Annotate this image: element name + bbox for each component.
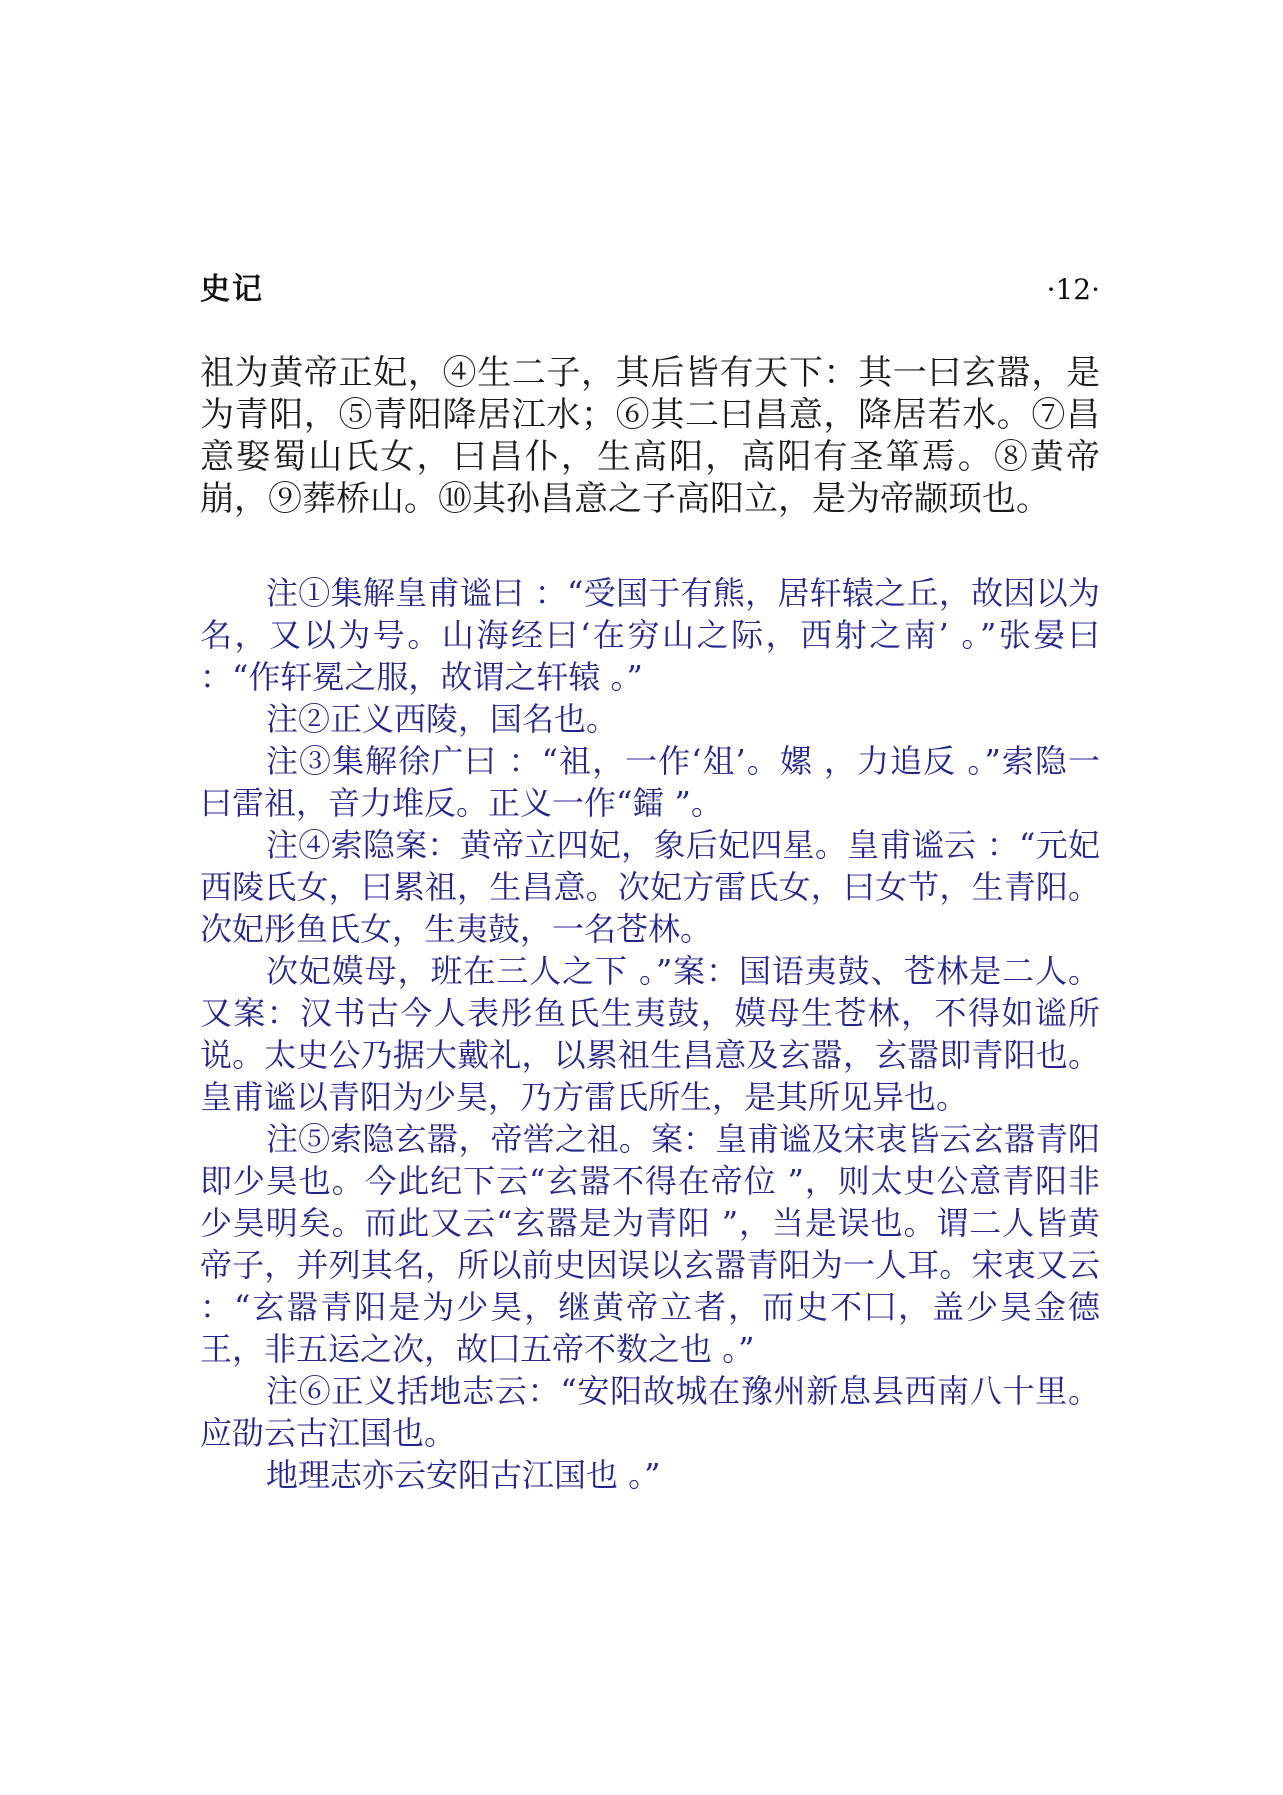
note-6-continued: 地理志亦云安阳古江国也 。”	[266, 1456, 661, 1494]
page-number: ·12·	[1046, 273, 1100, 306]
note-5: 注⑤索隐玄嚣，帝喾之祖。案：皇甫谧及宋衷皆云玄嚣青阳即少昊也。今此纪下云“玄嚣不得在帝位 ”，则太史公意青阳非少昊明矣。而此又云“玄嚣是为青阳 ”，当是误也。谓二人皆黄帝子，并列其名，所以前史因误以玄嚣青阳为一人耳。宋衷又云 ：“玄嚣青阳是为少昊，继黄帝立者，而史不囗，盖少昊金德王，非五运之次，故囗五帝不数之也 。”	[200, 1120, 1100, 1368]
note-4: 注④索隐案：黄帝立四妃，象后妃四星。皇甫谧云 ：“元妃西陵氏女，曰累祖，生昌意。次妃方雷氏女，曰女节，生青阳。次妃彤鱼氏女，生夷鼓，一名苍林。	[200, 826, 1100, 948]
main-text-paragraph: 祖为黄帝正妃，④生二子，其后皆有天下：其一曰玄嚣，是为青阳，⑤青阳降居江水；⑥其二曰昌意，降居若水。⑦昌意娶蜀山氏女，曰昌仆，生高阳，高阳有圣箪焉。⑧黄帝崩，⑨葬桥山。⑩其孙昌意之子高阳立，是为帝颛顼也。	[200, 353, 1100, 519]
note-2: 注②正义西陵，国名也。	[266, 700, 619, 738]
note-3: 注③集解徐广曰 ：“祖，一作‘俎’。嫘 ，力追反 。”索隐一曰雷祖，音力堆反。正义一作“鐳 ”。	[200, 742, 1100, 822]
book-title: 史记	[200, 272, 264, 307]
note-1: 注①集解皇甫谧曰 ：“受国于有熊，居轩辕之丘，故因以为名，又以为号。山海经曰‘在穷山之际，西射之南’ 。”张晏曰 ：“作轩冕之服，故谓之轩辕 。”	[200, 574, 1100, 696]
note-4-continued: 次妃嫫母，班在三人之下 。”案：国语夷鼓、苍林是二人。又案：汉书古今人表彤鱼氏生夷鼓，嫫母生苍林，不得如谧所说。太史公乃据大戴礼，以累祖生昌意及玄嚣，玄嚣即青阳也。皇甫谧以青阳为少昊，乃方雷氏所生，是其所见异也。	[200, 952, 1100, 1116]
annotation-notes	[200, 572, 1100, 1496]
note-6: 注⑥正义括地志云：“安阳故城在豫州新息县西南八十里。应劭云古江国也。	[200, 1372, 1100, 1452]
running-header	[200, 268, 1100, 312]
